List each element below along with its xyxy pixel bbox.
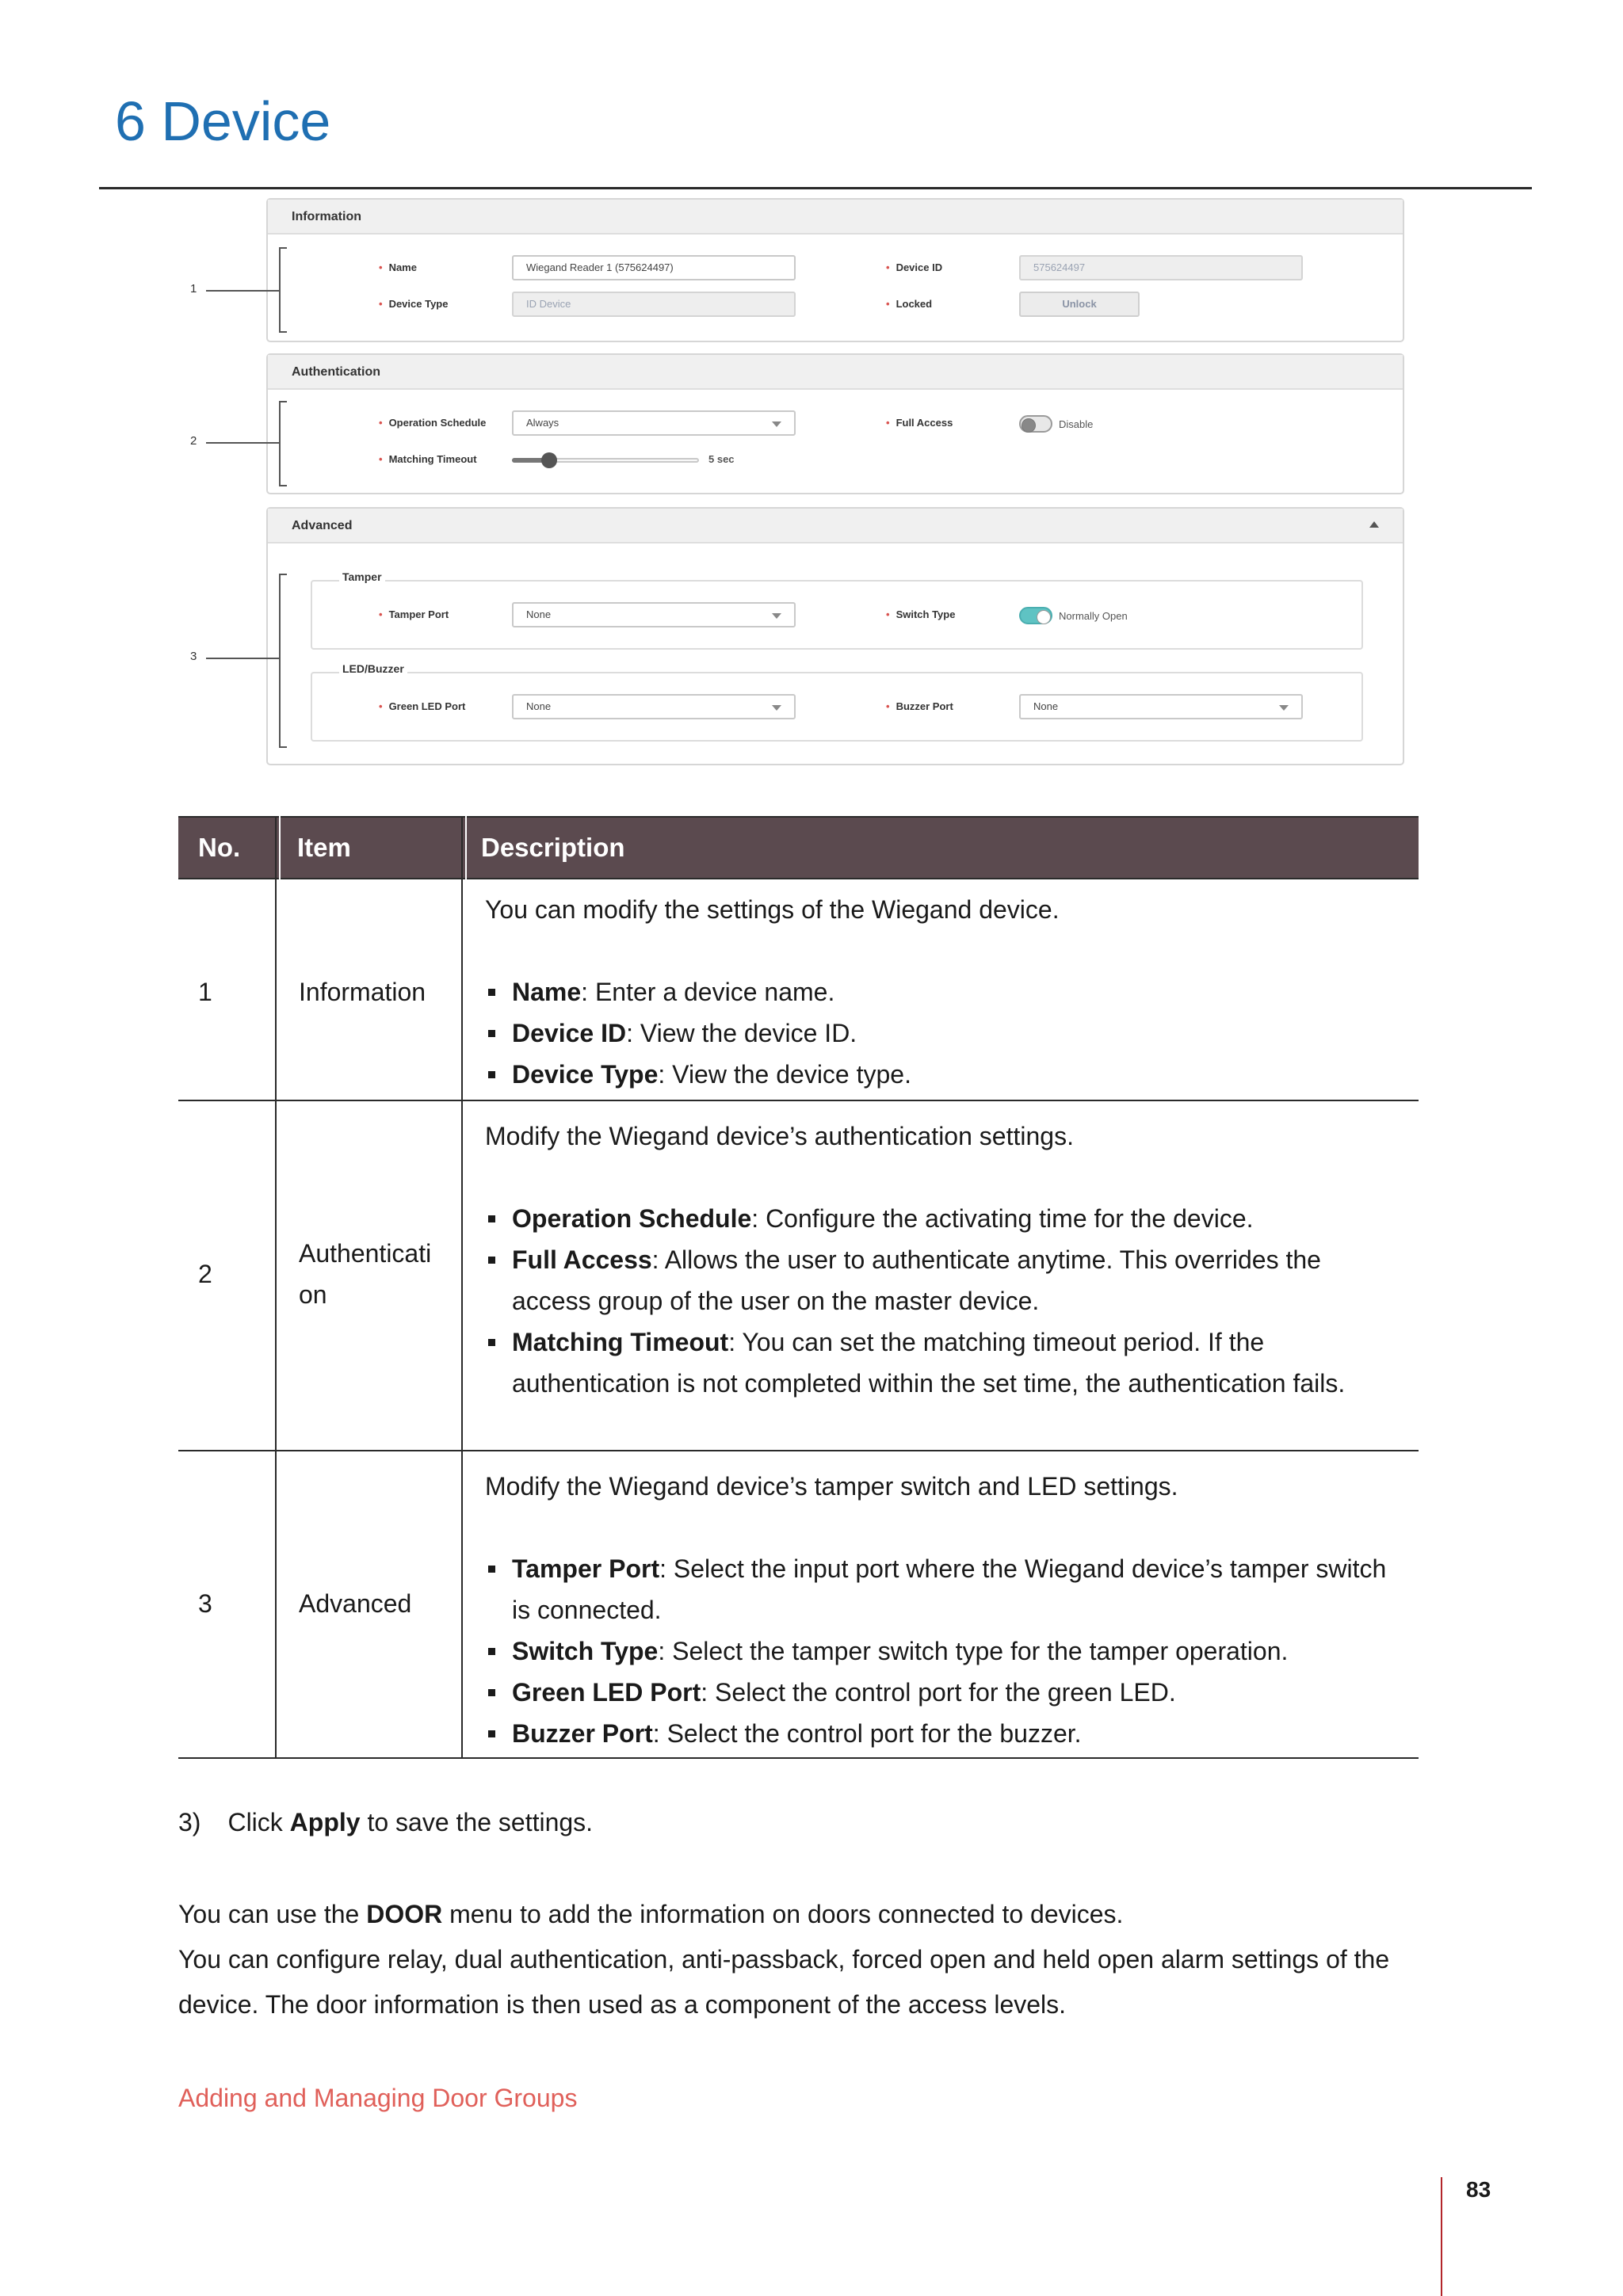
callout-line-1 (206, 290, 279, 292)
list-item: Name: Enter a device name. (485, 971, 1396, 1013)
row-2-intro: Modify the Wiegand device’s authentication settings. (485, 1122, 1074, 1150)
page-number: 83 (1466, 2177, 1491, 2202)
row-divider (178, 1100, 1419, 1101)
callout-line-2 (206, 442, 279, 444)
callout-line-3 (206, 658, 279, 659)
authentication-panel (266, 353, 1404, 494)
tamper-port-label: • Tamper Port (379, 608, 449, 620)
device-id-label: • Device ID (886, 261, 943, 273)
row-2-item-line1: Authenticati (299, 1239, 432, 1268)
switch-type-state: Normally Open (1059, 610, 1128, 622)
list-item: Green LED Port: Select the control port for the green LED. (485, 1672, 1396, 1713)
row-3-bullets (485, 1548, 1396, 1754)
step-3: 3) Click Apply to save the settings. (178, 1808, 594, 1836)
matching-timeout-label: • Matching Timeout (379, 453, 477, 465)
tamper-group-label: Tamper (339, 570, 385, 583)
page-number-rule (1441, 2177, 1442, 2296)
device-id-field: 575624497 (1019, 255, 1303, 280)
list-item: Switch Type: Select the tamper switch type for the tamper operation. (485, 1630, 1396, 1672)
row-3-no: 3 (198, 1589, 212, 1618)
list-item: Tamper Port: Select the input port where the Wiegand device’s tamper switch is connected. (485, 1548, 1396, 1630)
column-divider (275, 816, 277, 1759)
matching-timeout-value: 5 sec (708, 453, 735, 465)
table-header (178, 816, 1419, 879)
list-item: Operation Schedule: Configure the activating time for the device. (485, 1198, 1396, 1239)
unlock-button[interactable]: Unlock (1019, 292, 1140, 317)
row-1-bullets (485, 971, 1396, 1095)
row-divider (178, 1450, 1419, 1451)
header-description: Description (481, 833, 625, 862)
table-bottom-border (178, 1757, 1419, 1759)
green-led-port-select[interactable]: None (512, 694, 796, 719)
information-panel (266, 198, 1404, 342)
buzzer-port-label: • Buzzer Port (886, 700, 953, 712)
callout-bracket-1 (279, 247, 287, 333)
full-access-state: Disable (1059, 418, 1094, 430)
column-divider (461, 816, 463, 1759)
full-access-label: • Full Access (886, 417, 953, 429)
chevron-down-icon (772, 613, 781, 619)
collapse-chevron-up-icon[interactable] (1369, 521, 1379, 528)
chevron-down-icon (1279, 705, 1289, 711)
chevron-down-icon (772, 421, 781, 427)
door-groups-link[interactable]: Adding and Managing Door Groups (178, 2084, 578, 2112)
switch-type-label: • Switch Type (886, 608, 956, 620)
list-item: Device Type: View the device type. (485, 1054, 1396, 1095)
green-led-port-label: • Green LED Port (379, 700, 466, 712)
tamper-group (311, 580, 1363, 650)
name-label: • Name (379, 261, 417, 273)
switch-type-toggle[interactable] (1019, 607, 1052, 624)
led-buzzer-group-label: LED/Buzzer (339, 662, 407, 675)
row-2-bullets (485, 1198, 1396, 1404)
toggle-knob (1037, 610, 1051, 624)
row-2-item-line2: on (299, 1280, 327, 1309)
list-item: Buzzer Port: Select the control port for the buzzer. (485, 1713, 1396, 1754)
chapter-title: 6 Device (115, 90, 331, 152)
row-2-no: 2 (198, 1260, 212, 1288)
row-3-intro: Modify the Wiegand device’s tamper switch and LED settings. (485, 1472, 1178, 1501)
buzzer-port-select[interactable]: None (1019, 694, 1303, 719)
matching-timeout-handle[interactable] (541, 452, 557, 468)
full-access-toggle[interactable] (1019, 415, 1052, 433)
callout-bracket-3 (279, 574, 287, 748)
list-item: Device ID: View the device ID. (485, 1013, 1396, 1054)
callout-number-1: 1 (190, 282, 197, 296)
toggle-knob (1022, 418, 1036, 433)
row-1-item: Information (299, 978, 426, 1006)
operation-schedule-label: • Operation Schedule (379, 417, 487, 429)
door-paragraph: You can use the DOOR menu to add the information on doors connected to devices. You can configure relay, dual authentication, anti-passback, forced open and held open alarm settings of the device. The door information is then used as a component of the access levels. (178, 1900, 1390, 2019)
tamper-port-select[interactable]: None (512, 602, 796, 627)
row-3-item: Advanced (299, 1589, 412, 1618)
header-divider (99, 187, 1532, 189)
device-settings-screenshot (190, 198, 1404, 765)
device-type-field: ID Device (512, 292, 796, 317)
header-item: Item (297, 833, 351, 862)
callout-bracket-2 (279, 401, 287, 486)
name-input[interactable]: Wiegand Reader 1 (575624497) (512, 255, 796, 280)
chevron-down-icon (772, 705, 781, 711)
advanced-panel (266, 507, 1404, 765)
device-type-label: • Device Type (379, 298, 449, 310)
advanced-panel-header[interactable]: Advanced (268, 509, 1403, 543)
header-no: No. (198, 833, 241, 862)
row-1-no: 1 (198, 978, 212, 1006)
information-panel-header: Information (268, 200, 1403, 235)
callout-number-3: 3 (190, 650, 197, 663)
row-1-intro: You can modify the settings of the Wiegand device. (485, 895, 1060, 924)
operation-schedule-select[interactable]: Always (512, 410, 796, 436)
door-term: DOOR (366, 1900, 443, 1928)
authentication-panel-header: Authentication (268, 355, 1403, 390)
list-item: Matching Timeout: You can set the matching timeout period. If the authentication is not completed within the set time, the authentication fails. (485, 1322, 1396, 1404)
apply-term: Apply (289, 1808, 361, 1836)
list-item: Full Access: Allows the user to authenticate anytime. This overrides the access group of the user on the master device. (485, 1239, 1396, 1322)
locked-label: • Locked (886, 298, 933, 310)
callout-number-2: 2 (190, 434, 197, 448)
